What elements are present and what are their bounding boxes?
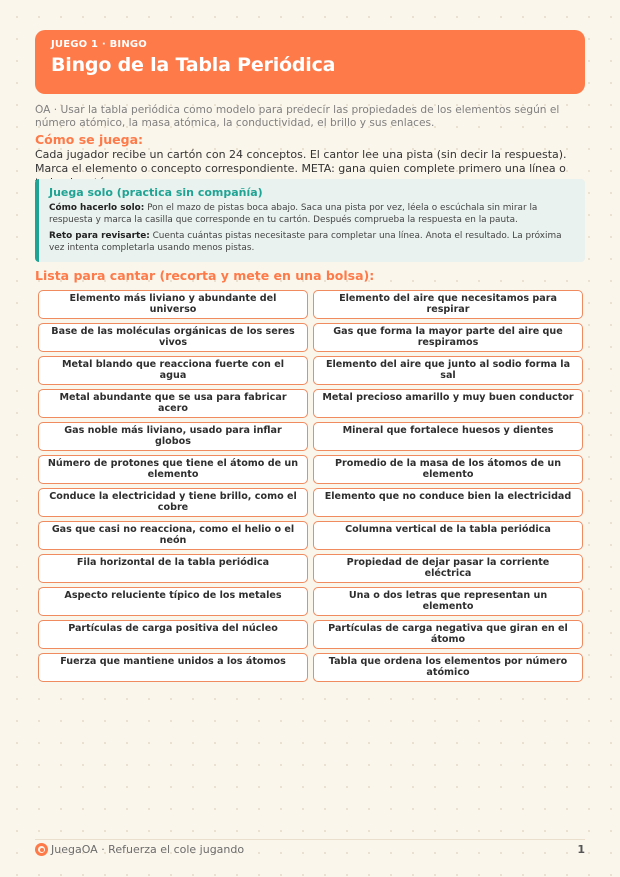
clue-list-heading: Lista para cantar (recorta y mete en una bolsa): [35, 268, 375, 283]
clue-card[interactable]: Metal abundante que se usa para fabricar acero [38, 389, 308, 418]
clue-card[interactable]: Fuerza que mantiene unidos a los átomos [38, 653, 308, 682]
clue-card[interactable]: Fila horizontal de la tabla periódica [38, 554, 308, 583]
clue-card[interactable]: Promedio de la masa de los átomos de un elemento [313, 455, 583, 484]
solo-challenge-label: Reto para revisarte: [49, 231, 150, 241]
footer-divider [35, 839, 585, 840]
clue-card[interactable]: Elemento del aire que necesitamos para respirar [313, 290, 583, 319]
clue-card[interactable]: Conduce la electricidad y tiene brillo, como el cobre [38, 488, 308, 517]
solo-how-paragraph [49, 202, 573, 226]
clue-card[interactable]: Gas que casi no reacciona, como el helio o el neón [38, 521, 308, 550]
clue-card[interactable]: Número de protones que tiene el átomo de un elemento [38, 455, 308, 484]
clue-card[interactable]: Partículas de carga negativa que giran en el átomo [313, 620, 583, 649]
footer [35, 843, 585, 857]
clue-card[interactable]: Metal precioso amarillo y muy buen conductor [313, 389, 583, 418]
clue-card[interactable]: Propiedad de dejar pasar la corriente eléctrica [313, 554, 583, 583]
solo-play-title: Juega solo (practica sin compañía) [49, 186, 263, 199]
clue-card[interactable]: Base de las moléculas orgánicas de los seres vivos [38, 323, 308, 352]
solo-how-text: Pon el mazo de pistas boca abajo. Saca una pista por vez, léela o escúchala sin mirar la respuesta y marca la casilla que corresponde en tu cartón. Después comprueba la respuesta en la pauta. [49, 203, 538, 225]
clue-card[interactable]: Elemento más liviano y abundante del universo [38, 290, 308, 319]
clue-card[interactable]: Tabla que ordena los elementos por número atómico [313, 653, 583, 682]
solo-how-label: Cómo hacerlo solo: [49, 203, 145, 213]
clue-card-grid [38, 290, 583, 682]
clue-card[interactable]: Partículas de carga positiva del núcleo [38, 620, 308, 649]
clue-card[interactable]: Elemento que no conduce bien la electricidad [313, 488, 583, 517]
brand-logo-icon [35, 843, 48, 856]
clue-card[interactable]: Gas noble más liviano, usado para inflar globos [38, 422, 308, 451]
clue-card[interactable]: Columna vertical de la tabla periódica [313, 521, 583, 550]
game-kicker: JUEGO 1 · BINGO [51, 39, 148, 50]
solo-challenge-text: Cuenta cuántas pistas necesitaste para completar una línea. Anota el resultado. La próxima vez intenta completarla usando menos pistas. [49, 231, 562, 253]
clue-card[interactable]: Una o dos letras que representan un elemento [313, 587, 583, 616]
page-number: 1 [577, 843, 585, 856]
clue-card[interactable]: Gas que forma la mayor parte del aire que respiramos [313, 323, 583, 352]
clue-card[interactable]: Aspecto reluciente típico de los metales [38, 587, 308, 616]
solo-challenge-paragraph [49, 230, 573, 254]
clue-card[interactable]: Elemento del aire que junto al sodio forma la sal [313, 356, 583, 385]
clue-card[interactable]: Metal blando que reacciona fuerte con el agua [38, 356, 308, 385]
how-to-play-text: Cada jugador recibe un cartón con 24 conceptos. El cantor lee una pista (sin decir la respuesta). Marca el elemento o concepto correspondiente. META: gana quien complete primero una línea o [35, 148, 567, 175]
footer-brand: JuegaOA · Refuerza el cole jugando [51, 843, 245, 856]
page-title: Bingo de la Tabla Periódica [51, 54, 336, 76]
solo-play-box [35, 179, 585, 262]
how-to-play-heading: Cómo se juega: [35, 132, 144, 147]
learning-objective: OA · Usar la tabla periódica como modelo para predecir las propiedades de los elementos según el número atómico, la masa atómica, la conductividad, el brillo y sus enlaces. [35, 104, 560, 129]
header-banner [35, 30, 585, 94]
clue-card[interactable]: Mineral que fortalece huesos y dientes [313, 422, 583, 451]
